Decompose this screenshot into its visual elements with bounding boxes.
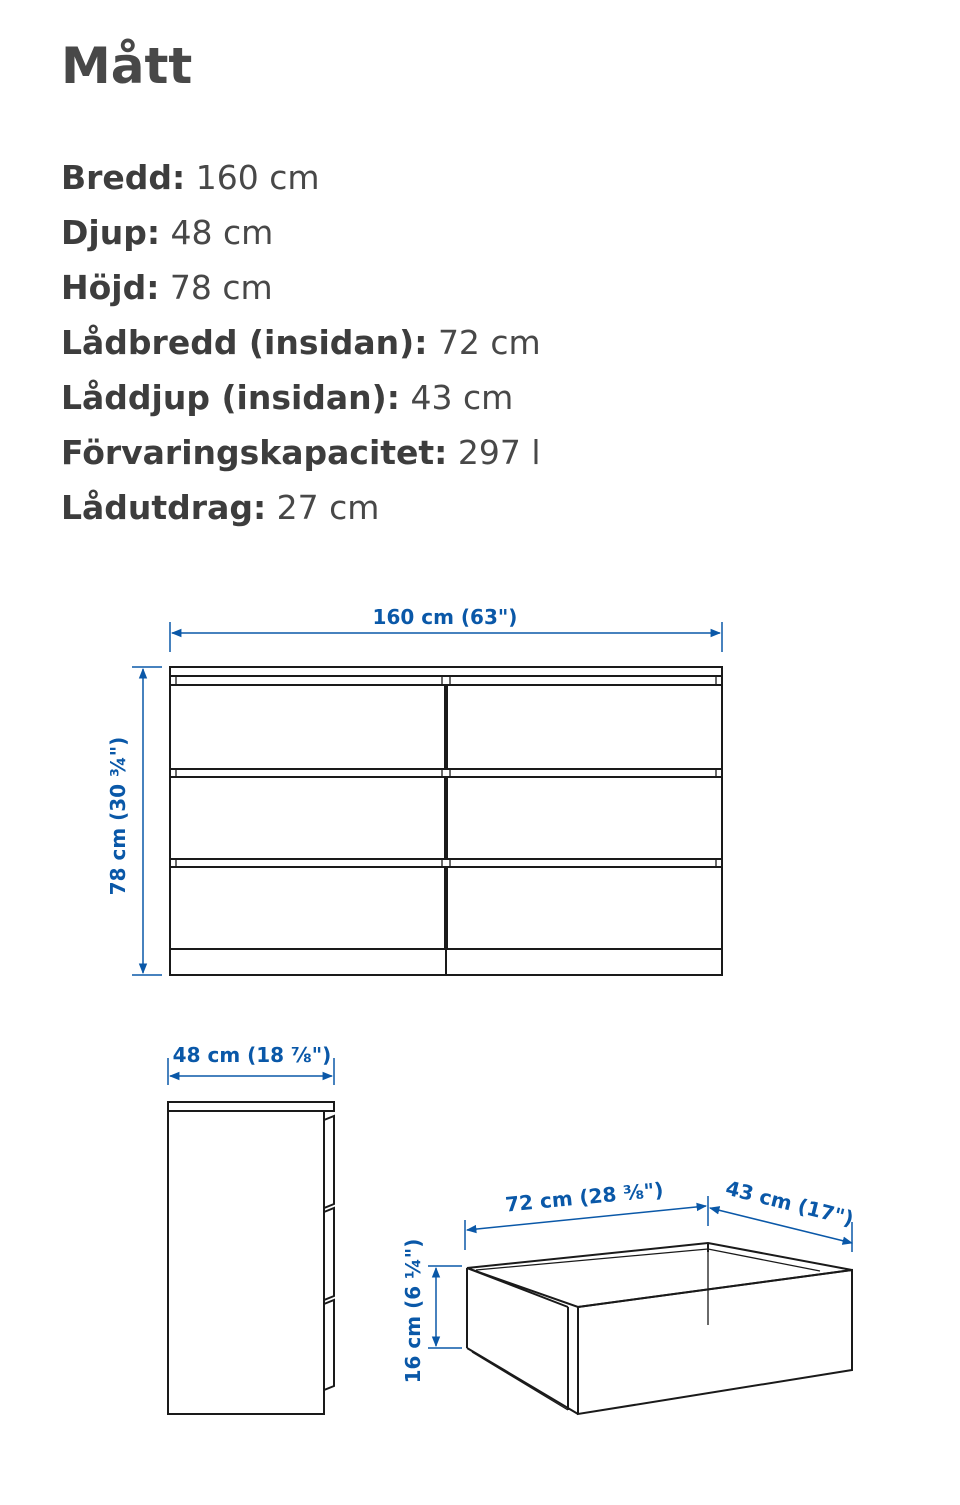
spec-height: [61, 260, 541, 315]
spec-label: Bredd:: [61, 158, 186, 197]
front-height-label: 78 cm (30 ¾"): [106, 736, 130, 896]
spec-width: [61, 150, 541, 205]
spec-value: 78 cm: [169, 268, 273, 307]
spec-label: Lådutdrag:: [61, 488, 267, 527]
side-depth-label: 48 cm (18 ⅞"): [172, 1043, 332, 1067]
drawer-view: [401, 1176, 856, 1414]
spec-label: Förvaringskapacitet:: [61, 433, 448, 472]
spec-drawer-depth: [61, 370, 541, 425]
front-view: [106, 605, 722, 975]
spec-depth: [61, 205, 541, 260]
spec-label: Låddjup (insidan):: [61, 378, 400, 417]
front-width-label: 160 cm (63"): [372, 605, 518, 629]
spec-value: 72 cm: [437, 323, 541, 362]
spec-drawer-extension: [61, 480, 541, 535]
spec-label: Djup:: [61, 213, 161, 252]
drawer-width-label: 72 cm (28 ⅜"): [504, 1177, 665, 1217]
page-title: Mått: [61, 37, 193, 95]
spec-drawer-width: [61, 315, 541, 370]
drawer-depth-label: 43 cm (17"): [723, 1175, 857, 1231]
spec-list: [61, 150, 541, 535]
spec-value: 48 cm: [170, 213, 274, 252]
spec-label: Lådbredd (insidan):: [61, 323, 428, 362]
dimension-diagram: [0, 580, 960, 1460]
spec-value: 160 cm: [195, 158, 320, 197]
spec-storage-capacity: [61, 425, 541, 480]
spec-value: 27 cm: [276, 488, 380, 527]
spec-label: Höjd:: [61, 268, 160, 307]
side-view: [168, 1043, 334, 1414]
drawer-height-label: 16 cm (6 ¼"): [401, 1238, 425, 1384]
spec-value: 43 cm: [410, 378, 514, 417]
spec-value: 297 l: [457, 433, 541, 472]
